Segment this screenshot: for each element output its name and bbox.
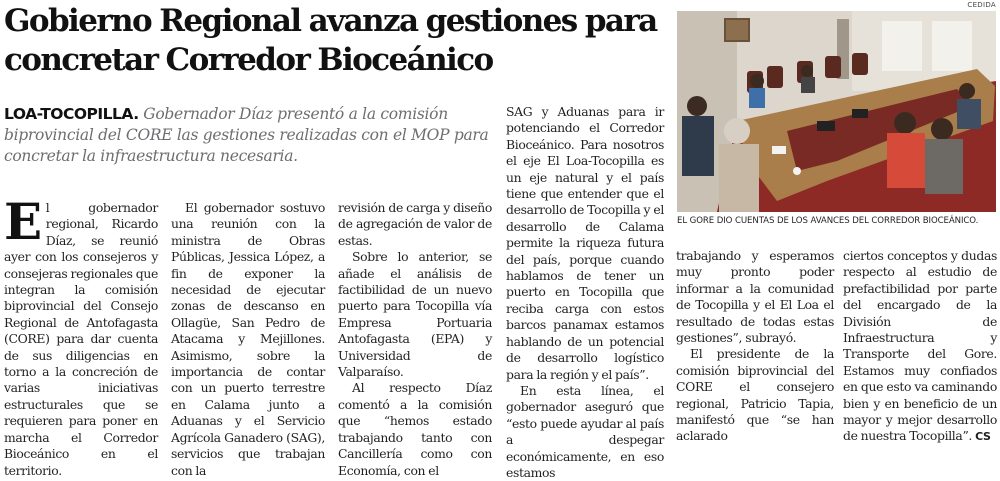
lead-text: Gobernador Díaz presentó a la comisión biprovincial del CORE las gestiones realizadas con el MOP para concretar la infraestructura necesaria.	[4, 105, 489, 165]
body-paragraph: El presidente de la comisión biprovincial del CORE el consejero regional, Patricio Tapia, manifestó que “se han aclarado	[676, 346, 834, 444]
dateline: LOA-TOCOPILLA.	[4, 105, 139, 123]
body-paragraph: ciertos conceptos y dudas respecto al estudio de prefactibilidad por parte del encargado de la División de Infraestructura y Transporte del Gore. Estamos muy confiados en que esto va caminando bien y en beneficio de un mayor y mejor desarrollo de nuestra Tocopilla”. CS	[843, 248, 997, 444]
body-column-1	[4, 192, 158, 479]
body-paragraph: Al respecto Díaz comentó a la comisión que “hemos estado trabajando tanto con Cancillería como con Economía, con el	[338, 380, 492, 478]
body-paragraph: En esta línea, el gobernador aseguró que “esto puede ayudar al país a despegar económicamente, en eso estamos	[506, 382, 664, 480]
body-paragraph: Sobre lo anterior, se añade el análisis de factibilidad de un nuevo puerto para Tocopilla vía Empresa Portuaria Antofagasta (EPA) y Universidad de Valparaíso.	[338, 249, 492, 380]
headline: Gobierno Regional avanza gestiones para concretar Corredor Bioceánico	[4, 3, 657, 78]
meeting-photo-illustration	[677, 11, 996, 212]
body-paragraph: SAG y Aduanas para ir potenciando el Corredor Bioceánico. Para nosotros el eje El Loa-Tocopilla es un eje natural y el país tiene que entender que el desarrollo de Tocopilla y el desarrollo de Calama permite la riqueza futura del país, porque cuando hablamos de tener un puerto en Tocopilla que reciba carga con estos barcos panamax estamos hablando de un potencial de desarrollo logístico para la región y el país”.	[506, 104, 664, 382]
meeting-photo	[677, 11, 996, 212]
body-column-2	[171, 200, 325, 479]
body-paragraph: revisión de carga y diseño de agregación de valor de estas.	[338, 200, 492, 248]
photo-credit: CEDIDA	[967, 1, 996, 9]
body-column-3	[338, 200, 492, 479]
body-paragraph: El gobernador regional, Ricardo Díaz, se reunió ayer con los consejeros y consejeras regionales que integran la comisión biprovincial del Consejo Regional de Antofagasta (CORE) para dar cuenta de sus diligencias en torno a la concreción de varias iniciativas estructurales que se requieren para poner en marcha el Corredor Bioceánico en el territorio.	[4, 192, 158, 478]
body-column-4	[506, 104, 664, 481]
body-paragraph: El gobernador sostuvo una reunión con la ministra de Obras Públicas, Jessica López, a fin de exponer la necesidad de ejecutar zonas de descanso en Ollagüe, San Pedro de Atacama y Mejillones. Asimismo, sobre la importancia de contar con un puerto terrestre en Calama junto a Aduanas y el Servicio Agrícola Ganadero (SAG), servicios que trabajan con la	[171, 200, 325, 478]
end-mark: CS	[975, 430, 991, 444]
drop-cap: E	[4, 192, 42, 251]
body-column-5	[676, 248, 834, 445]
body-column-6	[843, 248, 997, 446]
lead-paragraph	[4, 104, 494, 167]
body-paragraph: trabajando y esperamos muy pronto poder informar a la comunidad de Tocopilla y el El Loa el resultado de todas estas gestiones”, subrayó.	[676, 248, 834, 346]
photo-caption: EL GORE DIO CUENTAS DE LOS AVANCES DEL CORREDOR BIOCEÁNICO.	[677, 216, 979, 226]
